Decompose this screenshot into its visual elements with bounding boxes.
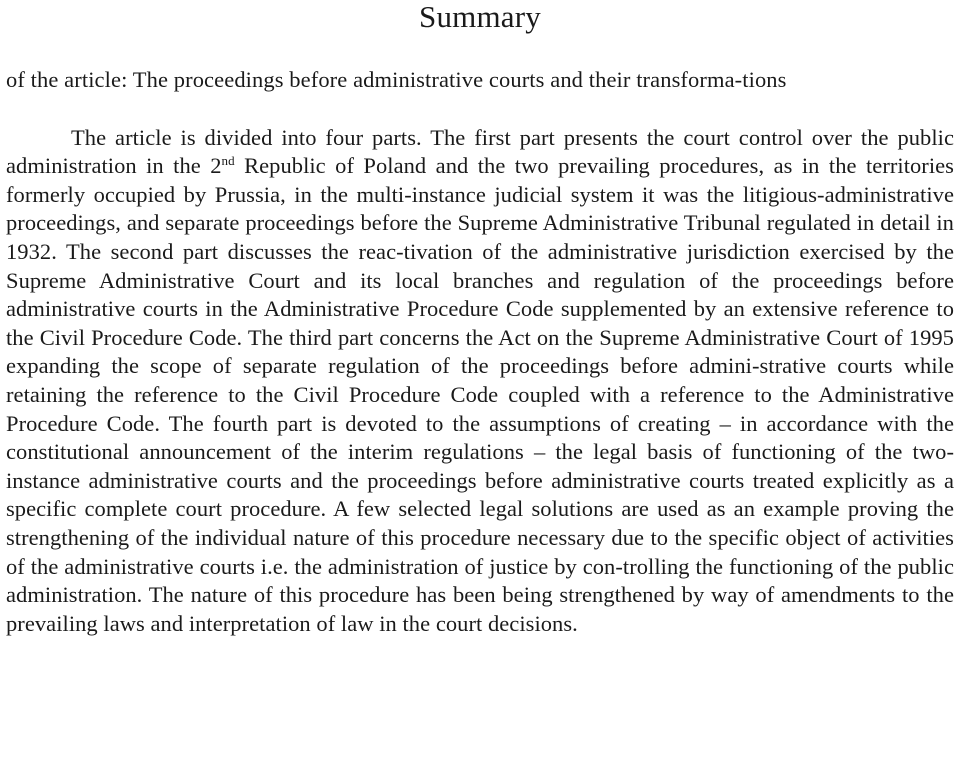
abstract-paragraph: [6, 124, 954, 639]
abstract-text-part1: The article is divided into four parts. The first part presents the court control over the public administration in the 2: [6, 124, 954, 179]
article-subtitle: of the article: The proceedings before administrative courts and their transforma-tions: [6, 67, 787, 92]
ordinal-superscript: nd: [221, 153, 235, 169]
page-title: Summary: [419, 0, 541, 34]
abstract-text-part2: Republic of Poland and the two prevailing procedures, as in the territories formerly occupied by Prussia, in the multi-instance judicial system it was the litigious-administrative proceedings, and separate proceedings before the Supreme Administrative Tribunal regulated in detail in 1932. The second part discusses the reac-tivation of the administrative jurisdiction exercised by the Supreme Administrative Court and its local branches and regulation of the proceedings before administrative courts in the Administrative Procedure Code supplemented by an extensive reference to the Civil Procedure Code. The third part concerns the Act on the Supreme Administrative Court of 1995 expanding the scope of separate regulation of the proceedings before admini-strative courts while retaining the reference to the Civil Procedure Code coupled with a reference to the Administrative Procedure Code. The fourth part is devoted to the assumptions of creating – in accordance with the constitutional announcement of the interim regulations – the legal basis of functioning of the two-instance administrative courts and the proceedings before administrative courts treated explicitly as a specific complete court procedure. A few selected legal solutions are used as an example proving the strengthening of the individual nature of this procedure necessary due to the specific object of activities of the administrative courts i.e. the administration of justice by con-trolling the functioning of the public administration. The nature of this procedure has been being strengthened by way of amendments to the prevailing laws and interpretation of law in the court decisions.: [6, 153, 954, 636]
document-page: [6, 0, 954, 638]
